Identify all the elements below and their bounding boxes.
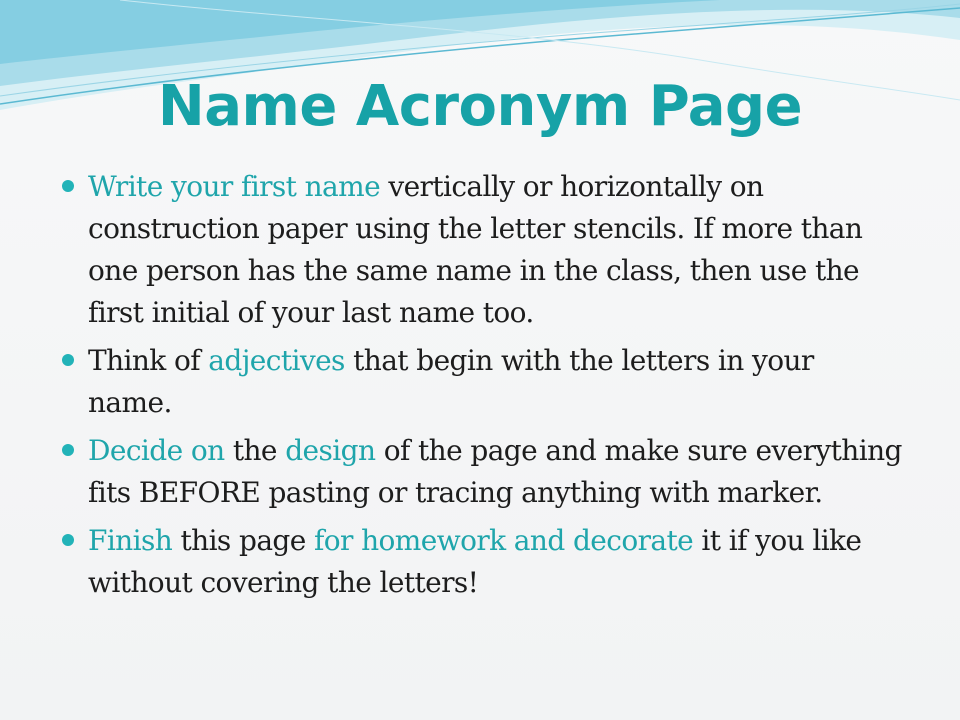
bullet-item [62,430,902,514]
bullet-list [62,166,902,610]
bullet-text: of the page and make sure everything fits BEFORE pasting or tracing anything with marker. [88,434,902,509]
bullet-text: it if you like without covering the letters! [88,524,862,599]
bullet-text: the [224,434,286,467]
bullet-item [62,166,902,334]
highlighted-text: for homework and decorate [314,524,694,557]
highlighted-text: Write your first name [88,170,381,203]
bullet-text: Think of [88,344,209,377]
page-title: Name Acronym Page [157,74,803,139]
bullet-text: vertically or horizontally on construction paper using the letter stencils. If more than one person has the same name in the class, then use the first initial of your last name too. [88,170,863,329]
bullet-item [62,340,902,424]
highlighted-text: Decide on [88,434,225,467]
highlighted-text: Finish [88,524,173,557]
bullet-text: that begin with the letters in your name. [88,344,814,419]
highlighted-text: design [285,434,376,467]
bullet-text: this page [172,524,315,557]
bullet-item [62,520,902,604]
highlighted-text: adjectives [208,344,345,377]
